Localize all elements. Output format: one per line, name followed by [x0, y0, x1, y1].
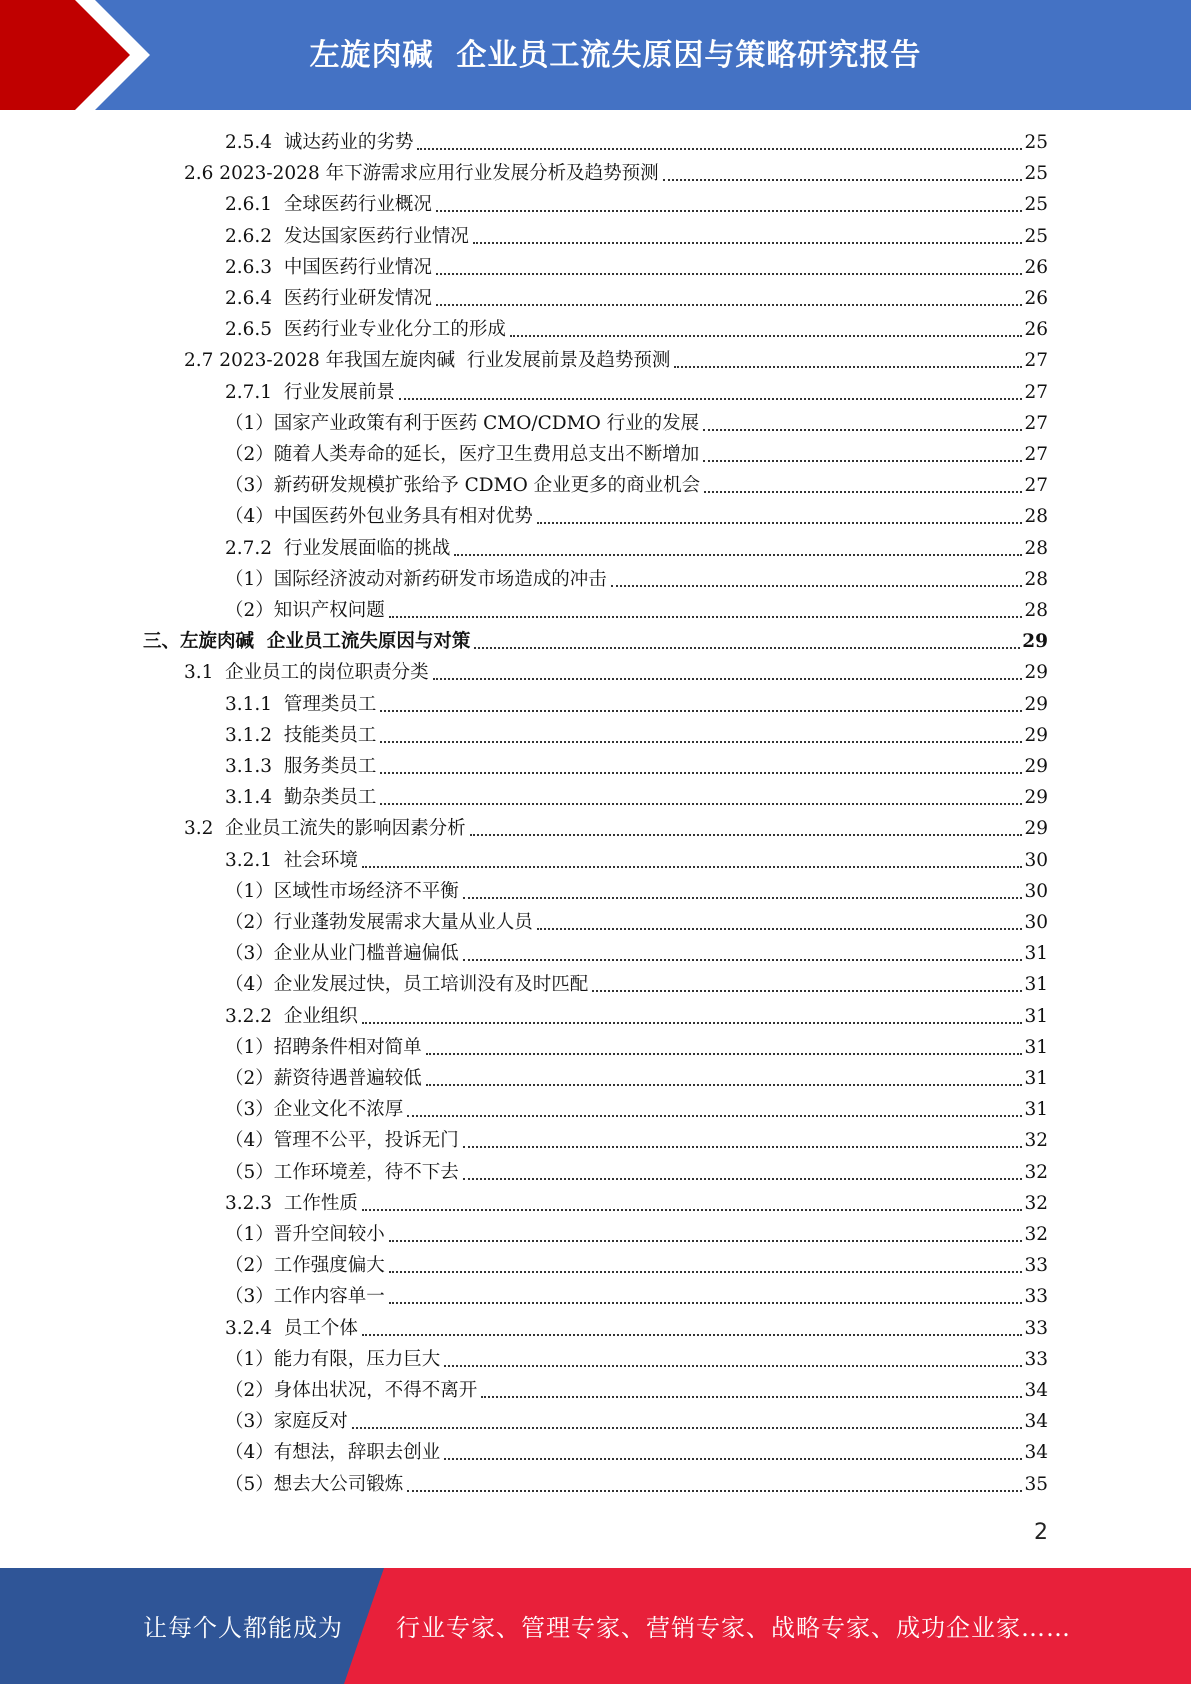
toc-entry-page: 33 — [1024, 1317, 1048, 1339]
toc-entry-label: 2.7 2023-2028 年我国左旋肉碱 行业发展前景及趋势预测 — [184, 350, 671, 372]
toc-dot-leader — [380, 802, 1022, 805]
toc-dot-leader — [426, 1083, 1023, 1086]
toc-entry[interactable] — [225, 377, 1048, 408]
toc-entry[interactable] — [184, 813, 1048, 844]
toc-dot-leader — [380, 709, 1022, 712]
toc-entry-page: 26 — [1024, 256, 1048, 278]
toc-dot-leader — [389, 1270, 1023, 1273]
toc-entry[interactable] — [225, 470, 1048, 501]
toc-dot-leader — [362, 1208, 1023, 1211]
toc-entry[interactable] — [184, 345, 1048, 376]
toc-entry-page: 29 — [1024, 724, 1048, 746]
toc-entry-page: 34 — [1024, 1380, 1048, 1401]
toc-entry-label: （3）家庭反对 — [225, 1411, 348, 1433]
toc-entry[interactable] — [225, 1344, 1048, 1375]
toc-entry-page: 25 — [1024, 132, 1048, 153]
toc-entry-page: 25 — [1024, 163, 1048, 185]
toc-entry-label: （3）企业从业门槛普遍偏低 — [225, 943, 459, 965]
toc-dot-leader — [537, 927, 1023, 930]
toc-entry-page: 32 — [1024, 1161, 1048, 1183]
toc-entry[interactable] — [225, 533, 1048, 564]
toc-entry[interactable] — [225, 189, 1048, 220]
toc-entry[interactable] — [225, 720, 1048, 751]
toc-entry-label: （1）晋升空间较小 — [225, 1224, 385, 1245]
toc-entry-label: 2.7.2 行业发展面临的挑战 — [225, 537, 451, 559]
page-number: 2 — [1034, 1520, 1048, 1545]
toc-dot-leader — [417, 147, 1022, 150]
toc-dot-leader — [537, 521, 1023, 524]
toc-entry-label: （2）随着人类寿命的延长，医疗卫生费用总支出不断增加 — [225, 444, 700, 465]
toc-entry[interactable] — [225, 564, 1048, 595]
toc-entry-label: （2）行业蓬勃发展需求大量从业人员 — [225, 912, 533, 933]
toc-entry-page: 27 — [1024, 412, 1048, 434]
toc-entry-label: （1）招聘条件相对简单 — [225, 1036, 422, 1058]
toc-entry-page: 25 — [1024, 225, 1048, 247]
toc-entry[interactable] — [225, 845, 1048, 876]
toc-dot-leader — [473, 241, 1023, 244]
toc-entry-page: 31 — [1024, 974, 1048, 996]
toc-dot-leader — [399, 397, 1023, 400]
toc-entry-label: 3.2.4 员工个体 — [225, 1317, 358, 1339]
toc-dot-leader — [463, 896, 1023, 899]
toc-entry-label: （5）工作环境差，待不下去 — [225, 1161, 459, 1183]
toc-entry-label: 3.2 企业员工流失的影响因素分析 — [184, 818, 466, 840]
toc-dot-leader — [362, 1333, 1023, 1336]
toc-entry-page: 26 — [1024, 288, 1048, 309]
toc-entry[interactable] — [225, 782, 1048, 813]
toc-entry[interactable] — [225, 595, 1048, 626]
toc-dot-leader — [362, 865, 1023, 868]
toc-entry-label: （4）企业发展过快，员工培训没有及时匹配 — [225, 974, 589, 996]
toc-entry[interactable] — [225, 876, 1048, 907]
toc-entry-page: 26 — [1024, 319, 1048, 341]
toc-entry-label: （2）知识产权问题 — [225, 600, 385, 621]
toc-entry[interactable] — [225, 501, 1048, 532]
toc-dot-leader — [470, 833, 1023, 836]
toc-entry-page: 29 — [1022, 631, 1048, 653]
toc-dot-leader — [436, 303, 1023, 306]
toc-entry-label: （5）想去大公司锻炼 — [225, 1473, 404, 1495]
toc-entry-page: 33 — [1024, 1348, 1048, 1370]
toc-dot-leader — [426, 1052, 1023, 1055]
footer-slogan-left: 让每个人都能成为 — [143, 1614, 343, 1642]
toc-entry-label: 2.6 2023-2028 年下游需求应用行业发展分析及趋势预测 — [184, 163, 659, 185]
toc-entry-page: 31 — [1024, 943, 1048, 965]
toc-entry[interactable] — [225, 283, 1048, 314]
toc-dot-leader — [380, 771, 1022, 774]
toc-dot-leader — [436, 209, 1023, 212]
toc-entry-page: 34 — [1024, 1442, 1048, 1464]
toc-entry-page: 29 — [1024, 693, 1048, 715]
toc-entry-page: 32 — [1024, 1130, 1048, 1152]
toc-entry-label: 2.6.1 全球医药行业概况 — [225, 194, 432, 216]
toc-dot-leader — [389, 1239, 1023, 1242]
toc-entry[interactable] — [225, 127, 1048, 158]
toc-dot-leader — [389, 615, 1023, 618]
toc-entry-page: 30 — [1024, 880, 1048, 902]
toc-entry-page: 31 — [1024, 1005, 1048, 1027]
toc-entry-page: 31 — [1024, 1099, 1048, 1121]
toc-dot-leader — [463, 958, 1023, 961]
toc-entry[interactable] — [225, 408, 1048, 439]
toc-entry-page: 25 — [1024, 194, 1048, 216]
toc-dot-leader — [444, 1364, 1022, 1367]
toc-entry-page: 28 — [1024, 506, 1048, 528]
toc-entry-label: 2.6.3 中国医药行业情况 — [225, 256, 432, 278]
toc-entry-page: 33 — [1024, 1286, 1048, 1308]
toc-entry[interactable] — [225, 1437, 1048, 1468]
toc-dot-leader — [407, 1114, 1022, 1117]
toc-entry-page: 27 — [1024, 444, 1048, 465]
toc-entry-label: 2.6.2 发达国家医药行业情况 — [225, 225, 469, 247]
toc-entry[interactable] — [225, 751, 1048, 782]
toc-entry-label: （3）工作内容单一 — [225, 1286, 385, 1308]
toc-dot-leader — [611, 584, 1023, 587]
toc-dot-leader — [463, 1177, 1023, 1180]
toc-entry-label: 2.6.5 医药行业专业化分工的形成 — [225, 319, 506, 341]
toc-dot-leader — [362, 1021, 1023, 1024]
toc-entry-page: 27 — [1024, 475, 1048, 497]
toc-entry[interactable] — [225, 1406, 1048, 1437]
toc-entry-page: 30 — [1024, 849, 1048, 871]
toc-entry-label: 2.5.4 诚达药业的劣势 — [225, 132, 414, 153]
toc-entry-page: 33 — [1024, 1255, 1048, 1277]
toc-dot-leader — [454, 553, 1022, 556]
toc-entry-page: 29 — [1024, 818, 1048, 840]
toc-dot-leader — [703, 428, 1022, 431]
toc-entry-label: 3.1.2 技能类员工 — [225, 724, 377, 746]
toc-entry[interactable] — [225, 1469, 1048, 1500]
toc-entry-page: 29 — [1024, 787, 1048, 809]
toc-entry-page: 31 — [1024, 1068, 1048, 1089]
toc-entry-page: 31 — [1024, 1036, 1048, 1058]
toc-entry[interactable] — [225, 1281, 1048, 1312]
toc-entry-label: （2）薪资待遇普遍较低 — [225, 1068, 422, 1089]
toc-entry[interactable] — [225, 689, 1048, 720]
toc-entry[interactable] — [225, 252, 1048, 283]
toc-entry-label: 2.7.1 行业发展前景 — [225, 381, 395, 403]
toc-entry[interactable] — [225, 938, 1048, 969]
toc-dot-leader — [352, 1426, 1023, 1429]
toc-dot-leader — [463, 1145, 1023, 1148]
toc-entry[interactable] — [225, 1219, 1048, 1250]
toc-entry[interactable] — [225, 1063, 1048, 1094]
toc-entry[interactable] — [225, 1250, 1048, 1281]
toc-entry-page: 28 — [1024, 568, 1048, 590]
toc-entry-page: 28 — [1024, 600, 1048, 621]
toc-entry-page: 27 — [1024, 350, 1048, 372]
toc-entry-label: （2）工作强度偏大 — [225, 1255, 385, 1277]
toc-entry-label: （2）身体出状况，不得不离开 — [225, 1380, 478, 1401]
page-header — [0, 0, 1191, 110]
toc-entry[interactable] — [225, 1094, 1048, 1125]
header-title: 左旋肉碱 企业员工流失原因与策略研究报告 — [309, 38, 922, 73]
toc-entry-label: 3.1.1 管理类员工 — [225, 693, 377, 715]
toc-dot-leader — [510, 334, 1023, 337]
toc-entry-page: 35 — [1024, 1473, 1048, 1495]
toc-entry-label: 3.2.3 工作性质 — [225, 1192, 358, 1214]
page-footer — [0, 1568, 1191, 1684]
toc-entry-page: 28 — [1024, 537, 1048, 559]
toc-dot-leader — [704, 490, 1022, 493]
toc-entry-page: 29 — [1024, 756, 1048, 777]
toc-dot-leader — [407, 1489, 1022, 1492]
toc-entry[interactable] — [225, 969, 1048, 1000]
toc-entry[interactable] — [225, 1375, 1048, 1406]
toc-entry-label: 3.2.1 社会环境 — [225, 849, 358, 871]
toc-dot-leader — [436, 272, 1023, 275]
toc-entry-label: （4）管理不公平，投诉无门 — [225, 1130, 459, 1152]
toc-entry[interactable] — [225, 1188, 1048, 1219]
toc-dot-leader — [444, 1457, 1022, 1460]
toc-entry-label: （1）国际经济波动对新药研发市场造成的冲击 — [225, 568, 607, 590]
toc-dot-leader — [380, 740, 1022, 743]
toc-entry[interactable] — [225, 439, 1048, 470]
toc-entry[interactable] — [184, 657, 1048, 688]
toc-entry[interactable] — [225, 1032, 1048, 1063]
toc-dot-leader — [389, 1301, 1023, 1304]
toc-dot-leader — [663, 178, 1023, 181]
toc-dot-leader — [592, 989, 1022, 992]
footer-slogan-right: 行业专家、管理专家、营销专家、战略专家、成功企业家…… — [396, 1614, 1071, 1642]
toc-entry-label: （3）企业文化不浓厚 — [225, 1099, 404, 1121]
toc-entry-label: 2.6.4 医药行业研发情况 — [225, 288, 432, 309]
toc-entry[interactable] — [225, 907, 1048, 938]
toc-dot-leader — [674, 365, 1022, 368]
toc-entry-label: 三、左旋肉碱 企业员工流失原因与对策 — [143, 631, 471, 653]
toc-dot-leader — [433, 677, 1023, 680]
toc-entry-label: 3.2.2 企业组织 — [225, 1005, 358, 1027]
toc-entry[interactable] — [184, 158, 1048, 189]
toc-entry-page: 32 — [1024, 1192, 1048, 1214]
toc-entry[interactable] — [225, 1001, 1048, 1032]
toc-entry-page: 32 — [1024, 1224, 1048, 1245]
toc-dot-leader — [703, 459, 1022, 462]
toc-entry-page: 30 — [1024, 912, 1048, 933]
toc-entry-label: （1）区域性市场经济不平衡 — [225, 880, 459, 902]
toc-entry-label: 3.1.3 服务类员工 — [225, 756, 377, 777]
toc-entry-label: 3.1.4 勤杂类员工 — [225, 787, 377, 809]
toc-entry[interactable] — [225, 314, 1048, 345]
toc-entry-label: （4）中国医药外包业务具有相对优势 — [225, 506, 533, 528]
toc-dot-leader — [481, 1395, 1022, 1398]
toc-entry[interactable] — [143, 626, 1048, 657]
toc-entry-page: 27 — [1024, 381, 1048, 403]
toc-entry[interactable] — [225, 221, 1048, 252]
toc-entry[interactable] — [225, 1125, 1048, 1156]
toc-entry[interactable] — [225, 1313, 1048, 1344]
toc-entry-label: （4）有想法，辞职去创业 — [225, 1442, 441, 1464]
toc-entry[interactable] — [225, 1157, 1048, 1188]
toc-dot-leader — [474, 646, 1020, 649]
toc-entry-label: （3）新药研发规模扩张给予 CDMO 企业更多的商业机会 — [225, 475, 701, 497]
toc-entry-page: 29 — [1024, 662, 1048, 684]
toc-entry-label: （1）国家产业政策有利于医药 CMO/CDMO 行业的发展 — [225, 412, 700, 434]
toc-entry-page: 34 — [1024, 1411, 1048, 1433]
toc-entry-label: （1）能力有限，压力巨大 — [225, 1348, 441, 1370]
toc-entry-label: 3.1 企业员工的岗位职责分类 — [184, 662, 429, 684]
